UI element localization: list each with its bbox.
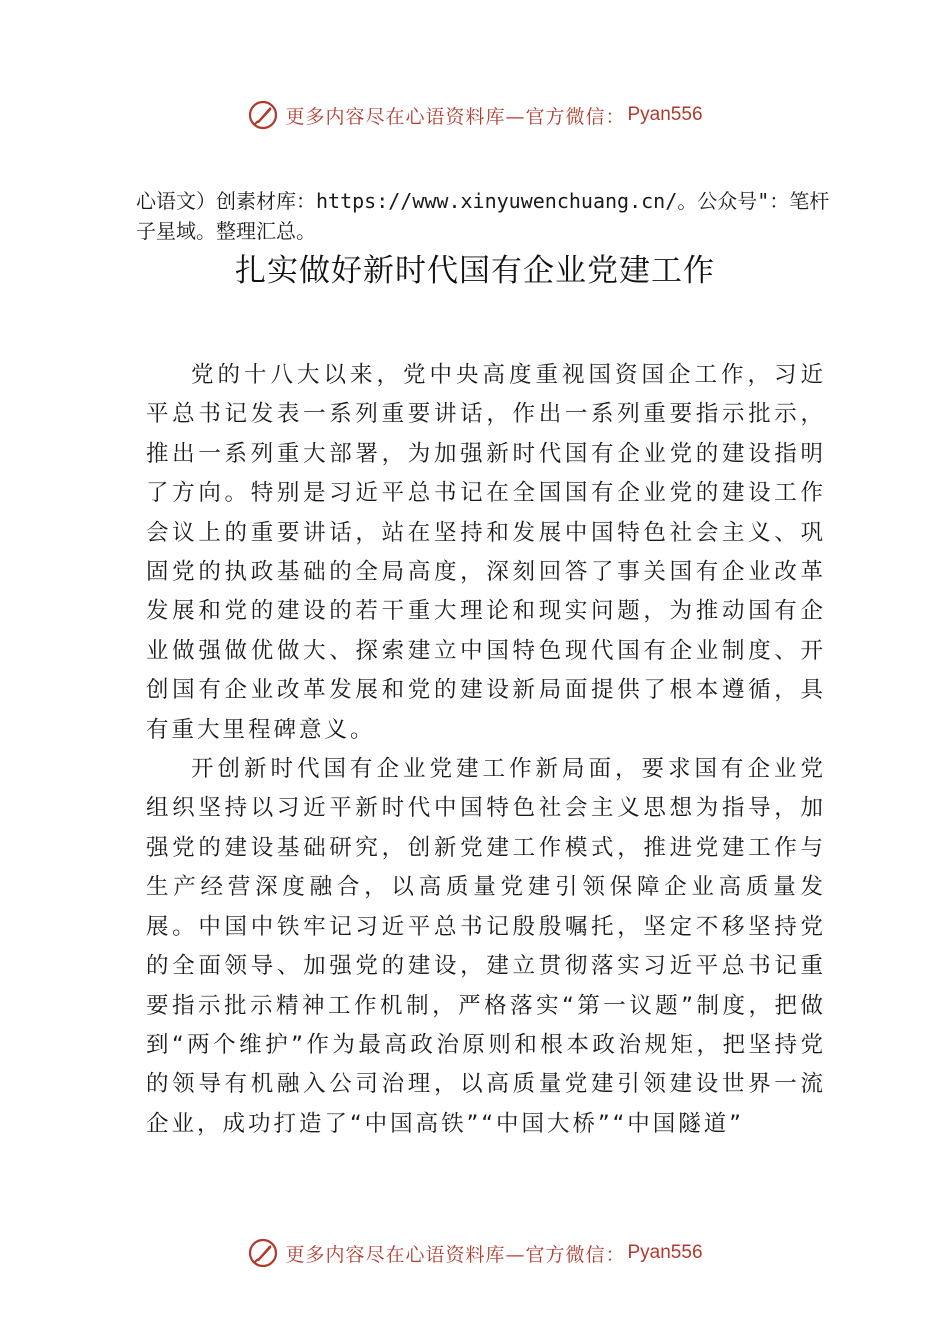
banner-text: 更多内容尽在心语资料库—官方微信：: [285, 1243, 626, 1266]
source-note: 心语文）创素材库：https://www.xinyuwenchuang.cn/。公众号"：笔杆子星域。整理汇总。: [136, 189, 830, 243]
document-body: [146, 356, 826, 1144]
paragraph: 开创新时代国有企业党建工作新局面，要求国有企业党组织坚持以习近平新时代中国特色社会主义思想为指导，加强党的建设基础研究，创新党建工作模式，推进党建工作与生产经营深度融合，以高质量党建引领保障企业高质量发展。中国中铁牢记习近平总书记殷殷嘱托，坚定不移坚持党的全面领导、加强党的建设，建立贯彻落实习近平总书记重要指示批示精神工作机制，严格落实“第一议题”制度，把做到“两个维护”作为最高政治原则和根本政治规矩，把坚持党 的领导有机融入公司治理，以高质量党建引领建设世界一流企业，成功打造了“中国高铁”“中国大桥”“中国隧道”: [146, 756, 826, 1137]
document-title: 扎实做好新时代国有企业党建工作: [235, 253, 715, 289]
banner-handle: Pyan556: [627, 1242, 703, 1263]
paragraph: 党的十八大以来，党中央高度重视国资国企工作，习近平总书记发表一系列重要讲话，作出一系列重要指示批示，推出一系列重大部署，为加强新时代国有企业党的建设指明了方向。特别是习近平总书记在全国国有企业党的建设工作会议上的重要讲话，站在坚持和发展中国特色社会主义、巩固党的执政基础的全局高度，深刻回答了事关国有企业改革发展和党的建设的若干重大理论和现实问题，为推动国有企业做强做优做大、探索建立中国特色现代国有企业制度、开创国有企业改革发展和党的建设新局面提供了根本遵循，具有重大里程碑意义。: [146, 362, 826, 743]
quill-logo-icon: [247, 99, 279, 131]
banner-handle: Pyan556: [627, 104, 703, 125]
banner-text: 更多内容尽在心语资料库—官方微信：: [285, 105, 626, 128]
header-banner: [0, 95, 950, 135]
footer-banner: [0, 1233, 950, 1273]
quill-logo-icon: [247, 1237, 279, 1269]
